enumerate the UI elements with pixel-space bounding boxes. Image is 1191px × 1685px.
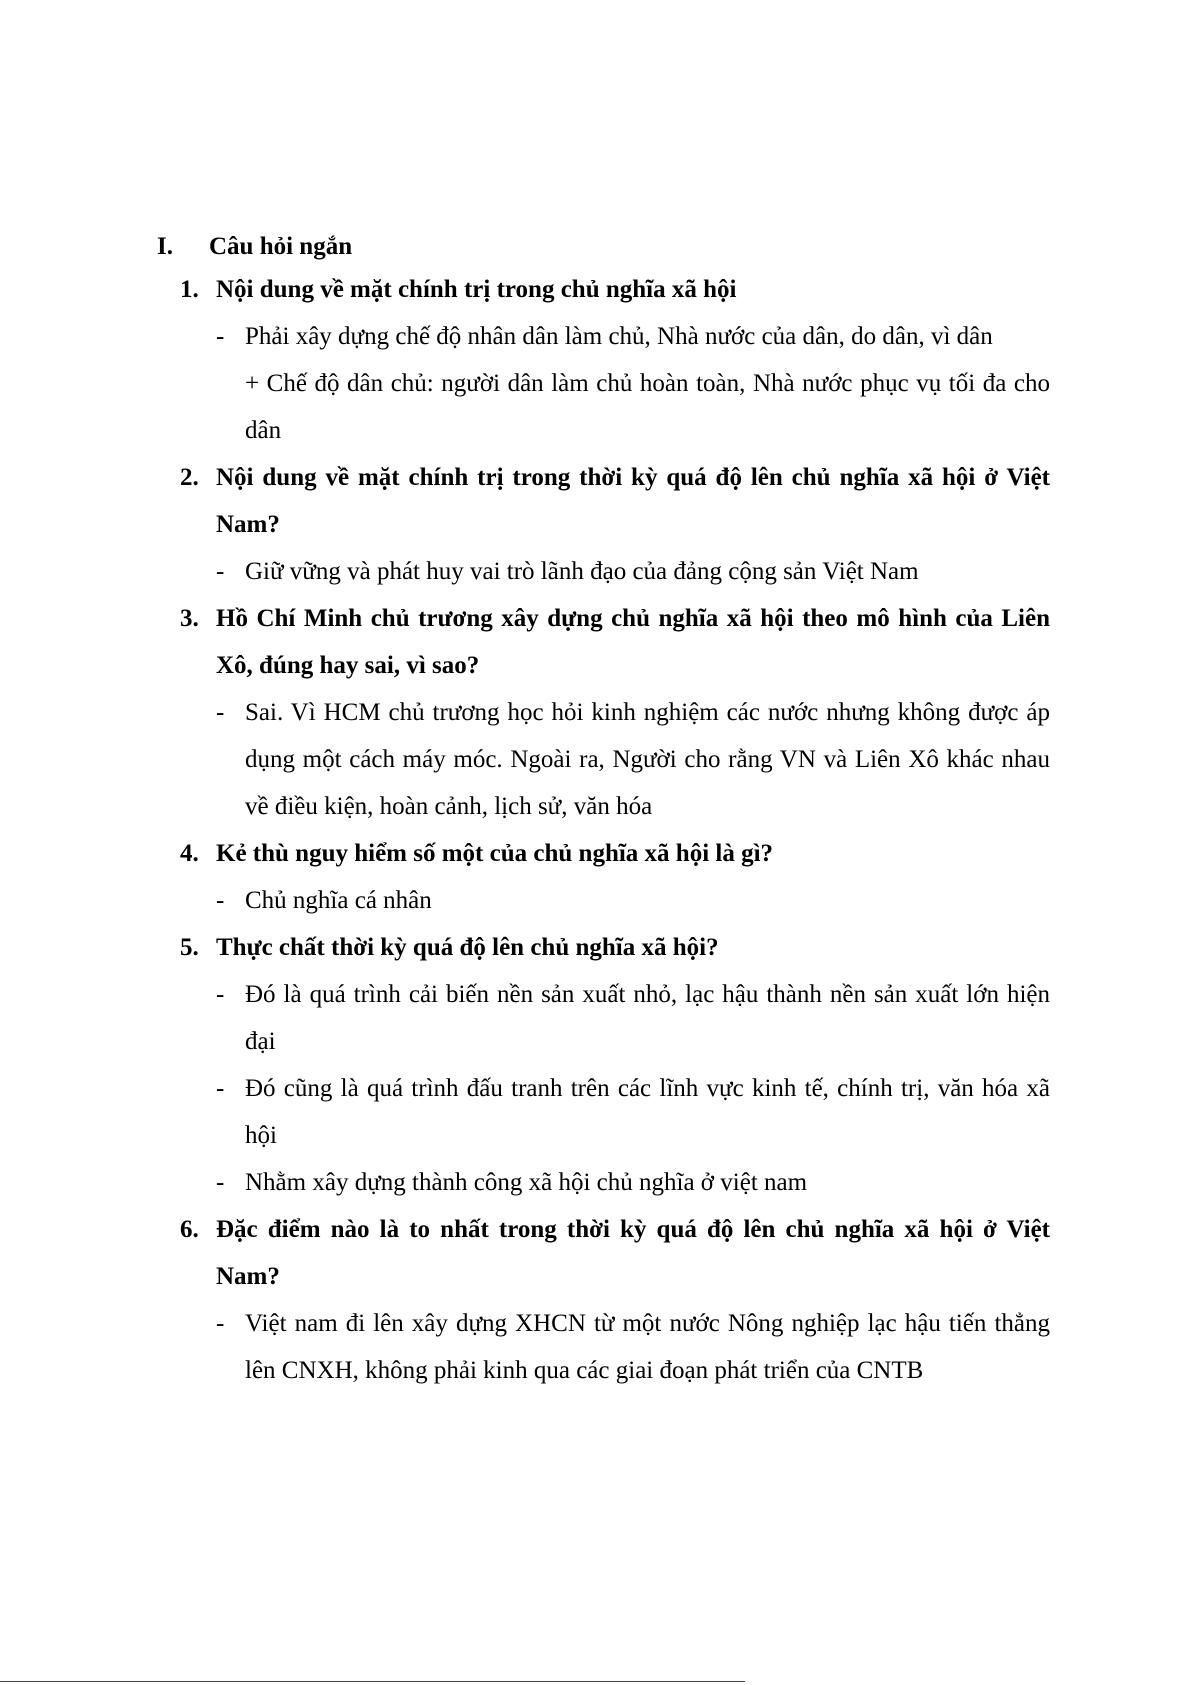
answer-item: [216, 971, 1050, 1065]
question-4: [180, 830, 1050, 924]
question-title: Nội dung về mặt chính trị trong thời kỳ quá độ lên chủ nghĩa xã hội ở Việt Nam?: [216, 464, 1050, 538]
question-title: Hồ Chí Minh chủ trương xây dựng chủ nghĩa xã hội theo mô hình của Liên Xô, đúng hay sai, vì sao?: [216, 605, 1050, 679]
answer-item: [216, 877, 1050, 924]
answer-text: Phải xây dựng chế độ nhân dân làm chủ, Nhà nước của dân, do dân, vì dân: [245, 323, 993, 350]
answer-item: [216, 548, 1050, 595]
sub-answer-item: + Chế độ dân chủ: người dân làm chủ hoàn toàn, Nhà nước phục vụ tối đa cho dân: [245, 370, 1050, 444]
answer-item: [216, 313, 1050, 360]
bullet-dash: -: [216, 1075, 225, 1102]
answer-item: [216, 689, 1050, 830]
answer-item: [216, 1300, 1050, 1394]
question-list: [180, 266, 1050, 1394]
bullet-dash: -: [216, 1169, 225, 1196]
bullet-dash: -: [216, 699, 225, 726]
question-1: [180, 266, 1050, 454]
bullet-dash: -: [216, 323, 225, 350]
answer-item: [216, 1159, 1050, 1206]
question-5: [180, 924, 1050, 1206]
bullet-dash: -: [216, 558, 225, 585]
answer-text: Đó là quá trình cải biến nền sản xuất nhỏ, lạc hậu thành nền sản xuất lớn hiện đại: [245, 981, 1050, 1055]
question-title: Nội dung về mặt chính trị trong chủ nghĩa xã hội: [216, 276, 737, 303]
page-bottom-rule: [0, 1681, 745, 1682]
question-2: [180, 454, 1050, 595]
answer-item: [216, 1065, 1050, 1159]
bullet-dash: -: [216, 1310, 225, 1337]
question-title: Kẻ thù nguy hiểm số một của chủ nghĩa xã hội là gì?: [216, 840, 774, 867]
answer-text: Nhằm xây dựng thành công xã hội chủ nghĩa ở việt nam: [245, 1169, 808, 1196]
section-title: Câu hỏi ngắn: [209, 233, 353, 260]
question-number: 3.: [180, 605, 199, 632]
bullet-dash: -: [216, 981, 225, 1008]
answer-text: Sai. Vì HCM chủ trương học hỏi kinh nghiệm các nước nhưng không được áp dụng một cách máy móc. Ngoài ra, Người cho rằng VN và Liên Xô khác nhau về điều kiện, hoàn cảnh, lịch sử, văn hóa: [245, 699, 1050, 820]
question-title: Thực chất thời kỳ quá độ lên chủ nghĩa xã hội?: [216, 934, 719, 961]
question-number: 1.: [180, 276, 199, 303]
question-number: 4.: [180, 840, 199, 867]
bullet-dash: -: [216, 887, 225, 914]
answer-text: Việt nam đi lên xây dựng XHCN từ một nước Nông nghiệp lạc hậu tiến thẳng lên CNXH, không phải kinh qua các giai đoạn phát triển của CNTB: [245, 1310, 1050, 1384]
answer-text: Chủ nghĩa cá nhân: [245, 887, 432, 914]
question-title: Đặc điểm nào là to nhất trong thời kỳ quá độ lên chủ nghĩa xã hội ở Việt Nam?: [216, 1216, 1050, 1290]
question-number: 5.: [180, 934, 199, 961]
question-6: [180, 1206, 1050, 1394]
question-number: 2.: [180, 464, 199, 491]
section-heading: [157, 232, 352, 262]
question-3: [180, 595, 1050, 830]
answer-text: Giữ vững và phát huy vai trò lãnh đạo của đảng cộng sản Việt Nam: [245, 558, 919, 585]
section-numeral: I.: [157, 233, 173, 260]
answer-text: Đó cũng là quá trình đấu tranh trên các lĩnh vực kinh tế, chính trị, văn hóa xã hội: [245, 1075, 1050, 1149]
question-number: 6.: [180, 1216, 199, 1243]
